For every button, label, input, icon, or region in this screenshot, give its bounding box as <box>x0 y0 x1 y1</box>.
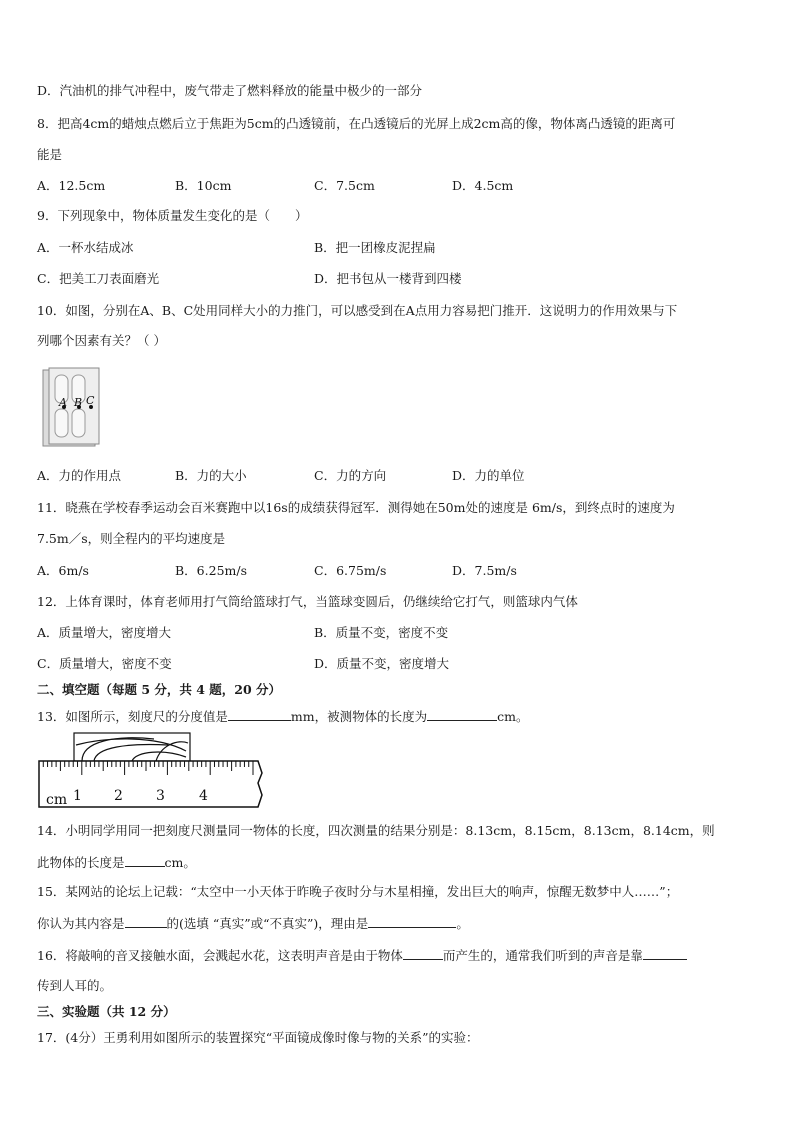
q9-option-c: C．把美工刀表面磨光 <box>37 271 160 286</box>
q16-blank-2 <box>643 947 687 960</box>
door-label-b: B <box>74 396 83 409</box>
ruler-number-2: 2 <box>114 788 123 804</box>
q13-blank-2 <box>427 708 497 721</box>
door-label-c: C <box>86 394 95 407</box>
q8-stem-line2: 能是 <box>37 147 63 162</box>
q11-stem-line1: 11．晓燕在学校春季运动会百米赛跑中以16s的成绩获得冠军．测得她在50m处的速度是 6m/s，到终点时的速度为 <box>37 500 675 515</box>
q15-blank-1 <box>125 915 167 928</box>
q12-option-c: C．质量增大，密度不变 <box>37 656 172 671</box>
q9-stem: 9．下列现象中，物体质量发生变化的是（ ） <box>37 208 308 223</box>
q11-option-d: D．7.5m/s <box>452 563 517 578</box>
q16-blank-1 <box>403 947 443 960</box>
q8-stem-line1: 8．把高4cm的蜡烛点燃后立于焦距为5cm的凸透镜前，在凸透镜后的光屏上成2cm高的像，物体离凸透镜的距离可 <box>37 116 676 131</box>
ruler-number-4: 4 <box>199 788 208 804</box>
q16-stem-line1: 16．将敲响的音叉接触水面，会溅起水花，这表明声音是由于物体 而产生的，通常我们听到的声音是靠 <box>37 947 687 964</box>
q16-stem-line2: 传到人耳的。 <box>37 978 113 993</box>
q10-option-c: C．力的方向 <box>314 468 387 483</box>
q8-option-b: B．10cm <box>175 178 232 193</box>
ruler-number-3: 3 <box>156 788 165 804</box>
q10-option-d: D．力的单位 <box>452 468 525 483</box>
q10-option-a: A．力的作用点 <box>37 468 122 483</box>
q8-option-d: D．4.5cm <box>452 178 514 193</box>
ruler-unit-label: cm <box>46 792 68 808</box>
ruler-figure <box>36 731 266 809</box>
section3-title: 三、实验题（共 12 分） <box>37 1004 176 1019</box>
q10-option-b: B．力的大小 <box>175 468 247 483</box>
door-figure <box>40 367 102 449</box>
q12-option-d: D．质量不变，密度增大 <box>314 656 450 671</box>
q12-option-b: B．质量不变，密度不变 <box>314 625 449 640</box>
q14-stem-line1: 14．小明同学用同一把刻度尺测量同一物体的长度，四次测量的结果分别是：8.13cm，8.15cm，8.13cm，8.14cm，则 <box>37 823 715 838</box>
q10-stem-line2: 列哪个因素有关？（ ） <box>37 333 166 348</box>
q13-blank-1 <box>228 708 291 721</box>
q12-option-a: A．质量增大，密度增大 <box>37 625 172 640</box>
q8-option-c: C．7.5cm <box>314 178 375 193</box>
q11-option-b: B．6.25m/s <box>175 563 247 578</box>
q9-option-a: A．一杯水结成冰 <box>37 240 134 255</box>
q14-stem-line2: 此物体的长度是 cm。 <box>37 855 196 870</box>
q13-stem: 13．如图所示，刻度尺的分度值是 mm，被测物体的长度为 cm。 <box>37 709 529 724</box>
q15-stem-line1: 15．某网站的论坛上记载：“太空中一小天体于昨晚子夜时分与木星相撞，发出巨大的响声，惊醒无数梦中人……”； <box>37 884 679 899</box>
section2-title: 二、填空题（每题 5 分，共 4 题，20 分） <box>37 682 282 697</box>
q10-stem-line1: 10．如图，分别在A、B、C处用同样大小的力推门，可以感受到在A点用力容易把门推开．这说明力的作用效果与下 <box>37 303 678 318</box>
q17-stem: 17．(4分）王勇利用如图所示的装置探究“平面镜成像时像与物的关系”的实验： <box>37 1030 479 1045</box>
q9-option-b: B．把一团橡皮泥捏扁 <box>314 240 436 255</box>
q7-option-d: D．汽油机的排气冲程中，废气带走了燃料释放的能量中极少的一部分 <box>37 83 423 98</box>
q8-option-a: A．12.5cm <box>37 178 106 193</box>
q11-option-c: C．6.75m/s <box>314 563 387 578</box>
q15-blank-2 <box>368 915 456 928</box>
q12-stem: 12．上体育课时，体育老师用打气筒给篮球打气，当篮球变圆后，仍继续给它打气，则篮球内气体 <box>37 594 578 609</box>
door-label-a: A <box>59 396 67 409</box>
q11-stem-line2: 7.5m／s，则全程内的平均速度是 <box>37 531 226 546</box>
q15-stem-line2: 你认为其内容是 的(选填 “真实”或“不真实”)，理由是 。 <box>37 916 469 931</box>
ruler-number-1: 1 <box>73 788 82 804</box>
q14-blank <box>125 854 165 867</box>
q9-option-d: D．把书包从一楼背到四楼 <box>314 271 462 286</box>
q11-option-a: A．6m/s <box>37 563 89 578</box>
measured-object <box>74 733 190 761</box>
